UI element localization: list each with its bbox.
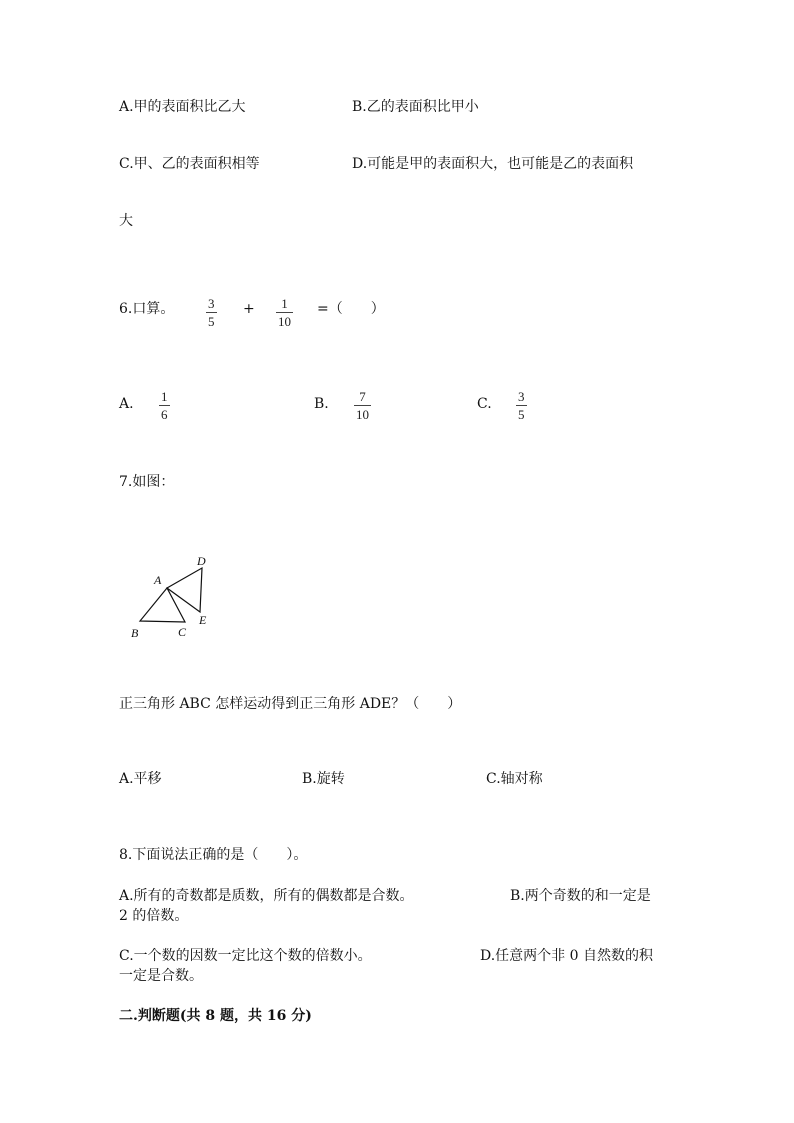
triangle-lines [140,568,202,622]
q8-option-c: C.一个数的因数一定比这个数的倍数小。 [119,948,372,964]
label-a: A [154,573,162,587]
q7-question: 正三角形 ABC 怎样运动得到正三角形 ADE？（ ） [119,696,462,712]
q7-option-c: C.轴对称 [486,771,543,787]
q6-term1-fraction [206,297,217,329]
q6-plus-sign: + [243,301,255,317]
q6-option-b-numerator: 7 [359,389,366,404]
q6-option-a-denominator: 6 [161,407,168,422]
q5-option-d: D.可能是甲的表面积大，也可能是乙的表面积 [352,156,634,172]
fraction-bar [206,312,217,313]
label-b: B [131,626,139,640]
q5-option-d-continued: 大 [119,213,133,229]
q6-option-a-fraction [159,390,170,422]
q7-option-a: A.平移 [119,771,162,787]
q8-option-b: B.两个奇数的和一定是 [510,888,651,904]
q8-option-d: D.任意两个非 0 自然数的积 [480,948,653,964]
q7-option-b: B.旋转 [302,771,345,787]
label-c: C [178,625,187,639]
q6-option-c-numerator: 3 [518,389,525,404]
q6-term1-numerator: 3 [208,296,215,311]
triangle-rotation-figure [125,548,225,658]
q6-term1-denominator: 5 [208,314,215,329]
q6-term2-fraction [276,297,293,329]
q6-option-b-denominator: 10 [356,407,369,422]
q6-term2-denominator: 10 [278,314,291,329]
fraction-bar [516,405,527,406]
q5-option-a: A.甲的表面积比乙大 [119,99,246,115]
q8-option-d-continued: 一定是合数。 [119,968,203,984]
fraction-bar [276,312,293,313]
q5-option-c: C.甲、乙的表面积相等 [119,156,260,172]
label-e: E [199,613,207,627]
q8-option-a: A.所有的奇数都是质数，所有的偶数都是合数。 [119,888,414,904]
label-d: D [197,554,206,568]
q8-prompt: 8.下面说法正确的是（ ）。 [119,847,308,863]
q6-prompt: 6.口算。 [119,301,175,317]
q8-option-b-continued: 2 的倍数。 [119,908,189,924]
q6-option-b-label: B. [314,396,329,412]
triangle-abc [140,588,185,622]
triangle-ade [167,568,202,612]
q5-option-b: B.乙的表面积比甲小 [352,99,479,115]
q6-option-a-numerator: 1 [161,389,168,404]
q6-option-c-denominator: 5 [518,407,525,422]
q6-option-a-label: A. [119,396,134,412]
section-heading: 二.判断题(共 8 题，共 16 分) [119,1008,312,1024]
q6-equals-blank: =（ ） [317,301,385,317]
q6-term2-numerator: 1 [281,296,288,311]
fraction-bar [354,405,371,406]
q6-option-b-fraction [354,390,371,422]
q6-option-c-label: C. [477,396,492,412]
q7-prompt: 7.如图： [119,474,175,490]
fraction-bar [159,405,170,406]
q6-option-c-fraction [516,390,527,422]
